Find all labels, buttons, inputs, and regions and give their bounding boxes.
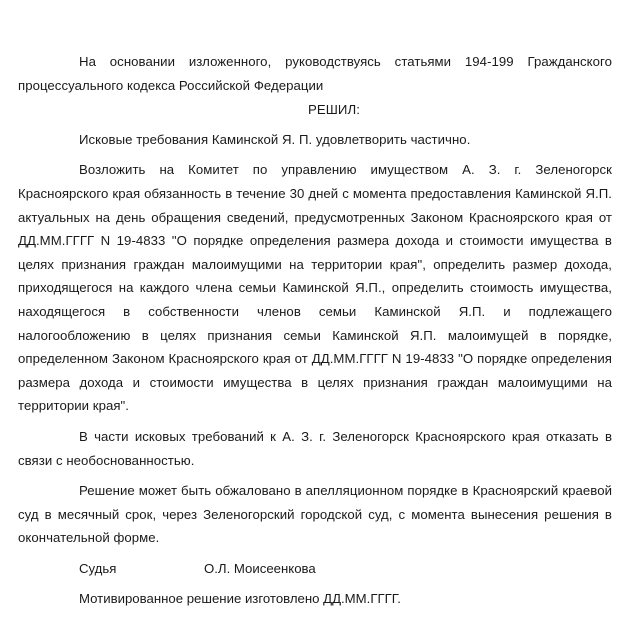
judge-role-label: Судья: [79, 560, 117, 576]
appeal-paragraph: Решение может быть обжаловано в апелляционном порядке в Красноярский краевой суд в месячный срок, через Зеленогорский городской суд, с момента вынесения решения в окончательной форме.: [18, 483, 612, 546]
refusal-paragraph: В части исковых требований к А. З. г. Зеленогорск Красноярского края отказать в связи с необоснованностью.: [18, 428, 612, 468]
basis-paragraph: На основании изложенного, руководствуясь статьями 194-199 Гражданского процессуального кодекса Российской Федерации: [18, 54, 612, 93]
decision-title: РЕШИЛ:: [307, 102, 361, 118]
partial-satisfaction-paragraph: Исковые требования Каминской Я. П. удовлетворить частично.: [79, 131, 471, 147]
judge-signature-row: [18, 557, 612, 581]
final-note: Мотивированное решение изготовлено ДД.ММ.ГГГГ.: [79, 591, 401, 607]
court-decision-document: [18, 50, 612, 624]
judge-name: О.Л. Моисеенкова: [204, 560, 316, 576]
obligation-paragraph: Возложить на Комитет по управлению имуществом А. З. г. Зеленогорск Красноярского края обязанность в течение 30 дней с момента предоставления Каминской Я.П. актуальных на день обращения сведений, предусмотренных Законом Красноярского края от ДД.ММ.ГГГГ N 19-4833 "О порядке определения размера дохода и стоимости имущества в целях признания граждан малоимущими на территории края", определить размер дохода, приходящегося на каждого члена семьи Каминской Я.П., определить стоимость имущества, находящегося в собственности членов семьи Каминской Я.П. и подлежащего налогообложению в целях признания семьи Каминской Я.П. малоимущей в порядке, определенном Законом Красноярского края от ДД.ММ.ГГГГ N 19-4833 "О порядке определения размера дохода и стоимости имущества в целях признания граждан малоимущими на территории края".: [18, 162, 612, 414]
